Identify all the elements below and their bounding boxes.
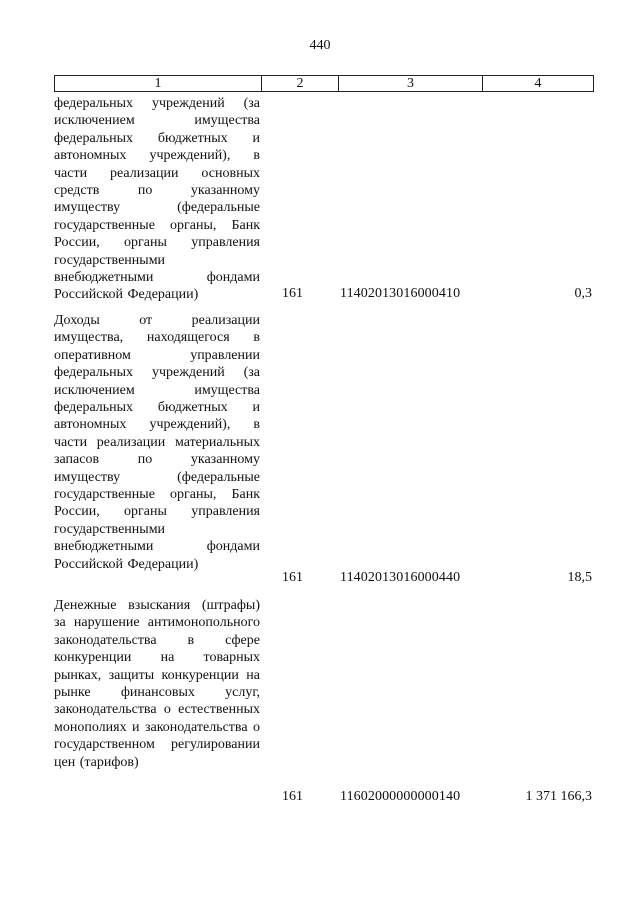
page-number: 440	[309, 38, 331, 53]
row-budget-code: 11402013016000440	[340, 570, 461, 585]
row-budget-code: 11602000000000140	[340, 789, 461, 804]
table-header	[54, 75, 594, 92]
column-header-1: 1	[55, 76, 262, 91]
column-header-3: 3	[339, 76, 483, 91]
row-amount: 1 371 166,3	[525, 789, 592, 804]
row-description: Денежные взыскания (штрафы) за нарушение антимонопольного законодательства в сфере конкуренции на товарных рынках, защиты конкуренции на рынке финансовых услуг, законодательства о естественных монополиях и законодательства о государственном регулировании цен (тарифов)	[54, 598, 260, 770]
column-header-4: 4	[534, 76, 542, 91]
column-header-2: 2	[262, 76, 339, 91]
row-budget-code: 11402013016000410	[340, 286, 461, 301]
row-admin-code: 161	[282, 789, 303, 804]
row-amount: 0,3	[574, 286, 592, 301]
row-admin-code: 161	[282, 570, 303, 585]
row-description: федеральных учреждений (за исключением имущества федеральных бюджетных и автономных учреждений), в части реализации основных средств по указанному имуществу (федеральные государственные органы, Банк России, органы управления государственными внебюджетными фондами Российской Федерации)	[54, 96, 260, 303]
row-amount: 18,5	[567, 570, 592, 585]
row-admin-code: 161	[282, 286, 303, 301]
row-description: Доходы от реализации имущества, находящегося в оперативном управлении федеральных учреждений (за исключением имущества федеральных бюджетных и автономных учреждений), в части реализации материальных запасов по указанному имуществу (федеральные государственные органы, Банк России, органы управления государственными внебюджетными фондами Российской Федерации)	[54, 313, 260, 572]
